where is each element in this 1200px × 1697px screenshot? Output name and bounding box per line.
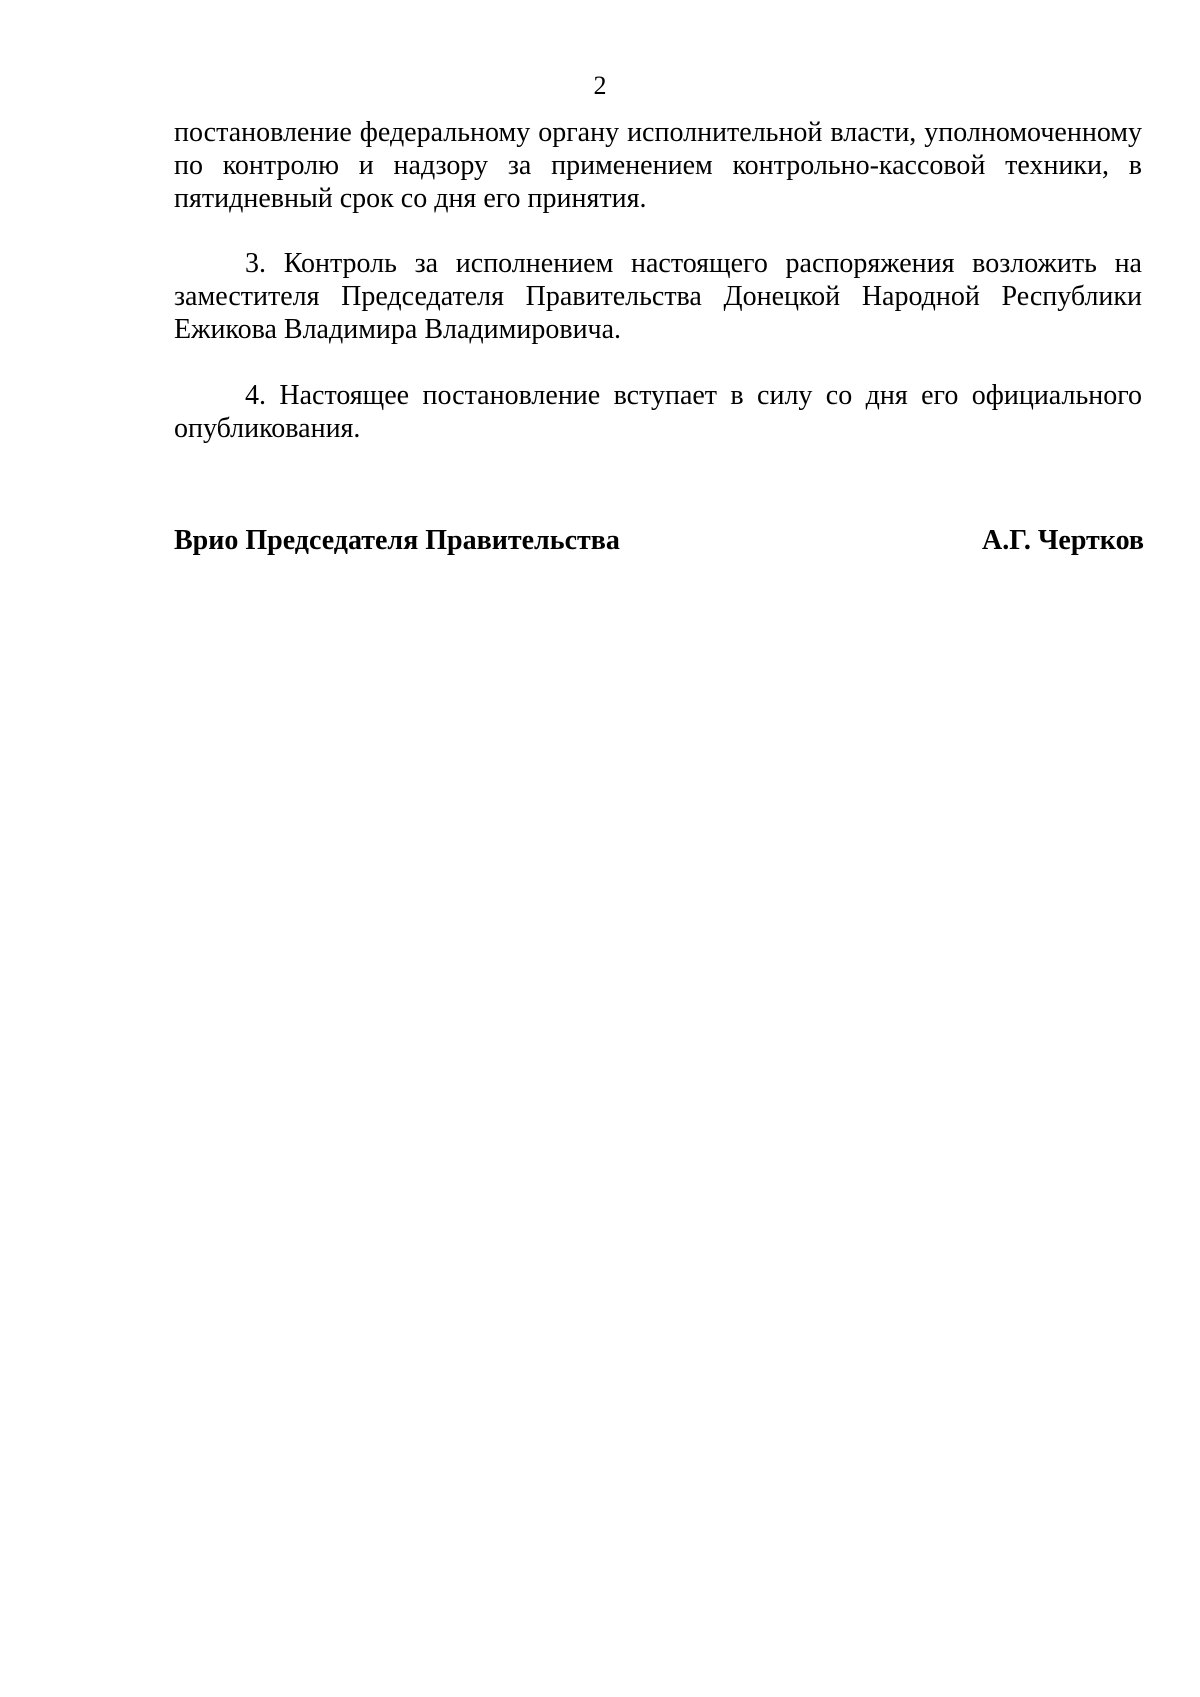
signatory-position: Врио Председателя Правительства — [174, 525, 620, 556]
paragraph-continuation: постановление федеральному органу исполнительной власти, уполномоченному по контролю и надзору за применением контрольно-кассовой техники, в пятидневный срок со дня его принятия. — [174, 117, 1142, 214]
document-body — [174, 116, 1142, 478]
page-number: 2 — [593, 71, 607, 100]
signatory-name: А.Г. Чертков — [982, 525, 1144, 556]
paragraph-effective-date: 4. Настоящее постановление вступает в силу со дня его официального опубликования. — [174, 380, 1142, 444]
paragraph-control: 3. Контроль за исполнением настоящего распоряжения возложить на заместителя Председателя Правительства Донецкой Народной Республики Ежикова Владимира Владимировича. — [174, 248, 1142, 345]
